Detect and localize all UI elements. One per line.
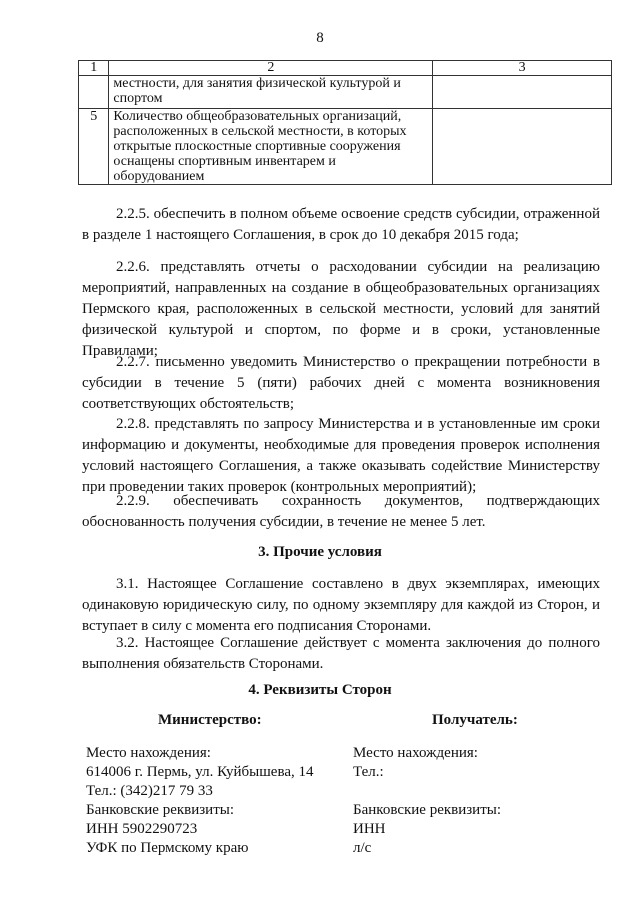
indicators-table xyxy=(78,60,612,185)
page-number: 8 xyxy=(316,30,324,46)
table-cell-text: местности, для занятия физической культурой и спортом xyxy=(109,76,433,109)
table-row xyxy=(79,76,612,109)
ministry-detail-line: ИНН 5902290723 xyxy=(86,821,198,837)
section-3-title: 3. Прочие условия xyxy=(258,544,382,560)
ministry-heading: Министерство: xyxy=(158,712,262,728)
table-cell-text: Количество общеобразовательных организаций, расположенных в сельской местности, в которых открытые плоскостные спортивные сооружения оснащены спортивным инвентарем и оборудованием xyxy=(109,109,433,185)
recipient-heading: Получатель: xyxy=(432,712,518,728)
table-header-cell: 1 xyxy=(79,61,109,76)
paragraph-2-2-6: 2.2.6. представлять отчеты о расходовании субсидии на реализацию мероприятий, направленных на создание в общеобразовательных организациях Пермского края, расположенных в сельской местности, условий для занятий физической культурой и спортом, по форме и в сроки, установленные Правилами; xyxy=(82,259,600,359)
paragraph-2-2-8: 2.2.8. представлять по запросу Министерства и в установленные им сроки информацию и документы, необходимые для проведения проверок исполнения условий настоящего Соглашения, а также оказывать содействие Министерству при проведении таких проверок (контрольных мероприятий); xyxy=(82,416,600,495)
table-header-cell: 3 xyxy=(433,61,612,76)
table-cell-value xyxy=(433,109,612,185)
table-row xyxy=(79,109,612,185)
recipient-detail-line xyxy=(353,782,501,801)
table-cell-value xyxy=(433,76,612,109)
paragraph-3-1: 3.1. Настоящее Соглашение составлено в двух экземплярах, имеющих одинаковую юридическую силу, по одному экземпляру для каждой из Сторон, и вступает в силу с момента его подписания Сторонами. xyxy=(82,576,600,634)
ministry-detail-line: Тел.: (342)217 79 33 xyxy=(86,783,213,799)
recipient-detail-line: ИНН xyxy=(353,821,386,837)
table-cell-num xyxy=(79,76,109,109)
paragraph-2-2-9: 2.2.9. обеспечивать сохранность документов, подтверждающих обоснованность получения субсидии, в течение не менее 5 лет. xyxy=(82,493,600,530)
table-header-cell: 2 xyxy=(109,61,433,76)
table-header-row xyxy=(79,61,612,76)
ministry-detail-line: Место нахождения: xyxy=(86,745,211,761)
recipient-detail-line: л/с xyxy=(353,840,372,856)
ministry-details xyxy=(86,744,314,858)
recipient-detail-line: Тел.: xyxy=(353,764,384,780)
paragraph-2-2-7: 2.2.7. письменно уведомить Министерство о прекращении потребности в субсидии в течение 5 (пяти) рабочих дней с момента возникновения соответствующих обстоятельств; xyxy=(82,354,600,412)
table-cell-num: 5 xyxy=(79,109,109,185)
ministry-detail-line: УФК по Пермскому краю xyxy=(86,840,249,856)
ministry-detail-line: Банковские реквизиты: xyxy=(86,802,235,818)
paragraph-2-2-5: 2.2.5. обеспечить в полном объеме освоение средств субсидии, отраженной в разделе 1 настоящего Соглашения, в срок до 10 декабря 2015 года; xyxy=(82,206,600,243)
paragraph-3-2: 3.2. Настоящее Соглашение действует с момента заключения до полного выполнения обязательств Сторонами. xyxy=(82,635,600,672)
recipient-detail-line: Место нахождения: xyxy=(353,745,478,761)
recipient-detail-line: Банковские реквизиты: xyxy=(353,802,502,818)
recipient-details xyxy=(353,744,501,858)
ministry-detail-line: 614006 г. Пермь, ул. Куйбышева, 14 xyxy=(86,764,314,780)
section-4-title: 4. Реквизиты Сторон xyxy=(248,682,392,698)
